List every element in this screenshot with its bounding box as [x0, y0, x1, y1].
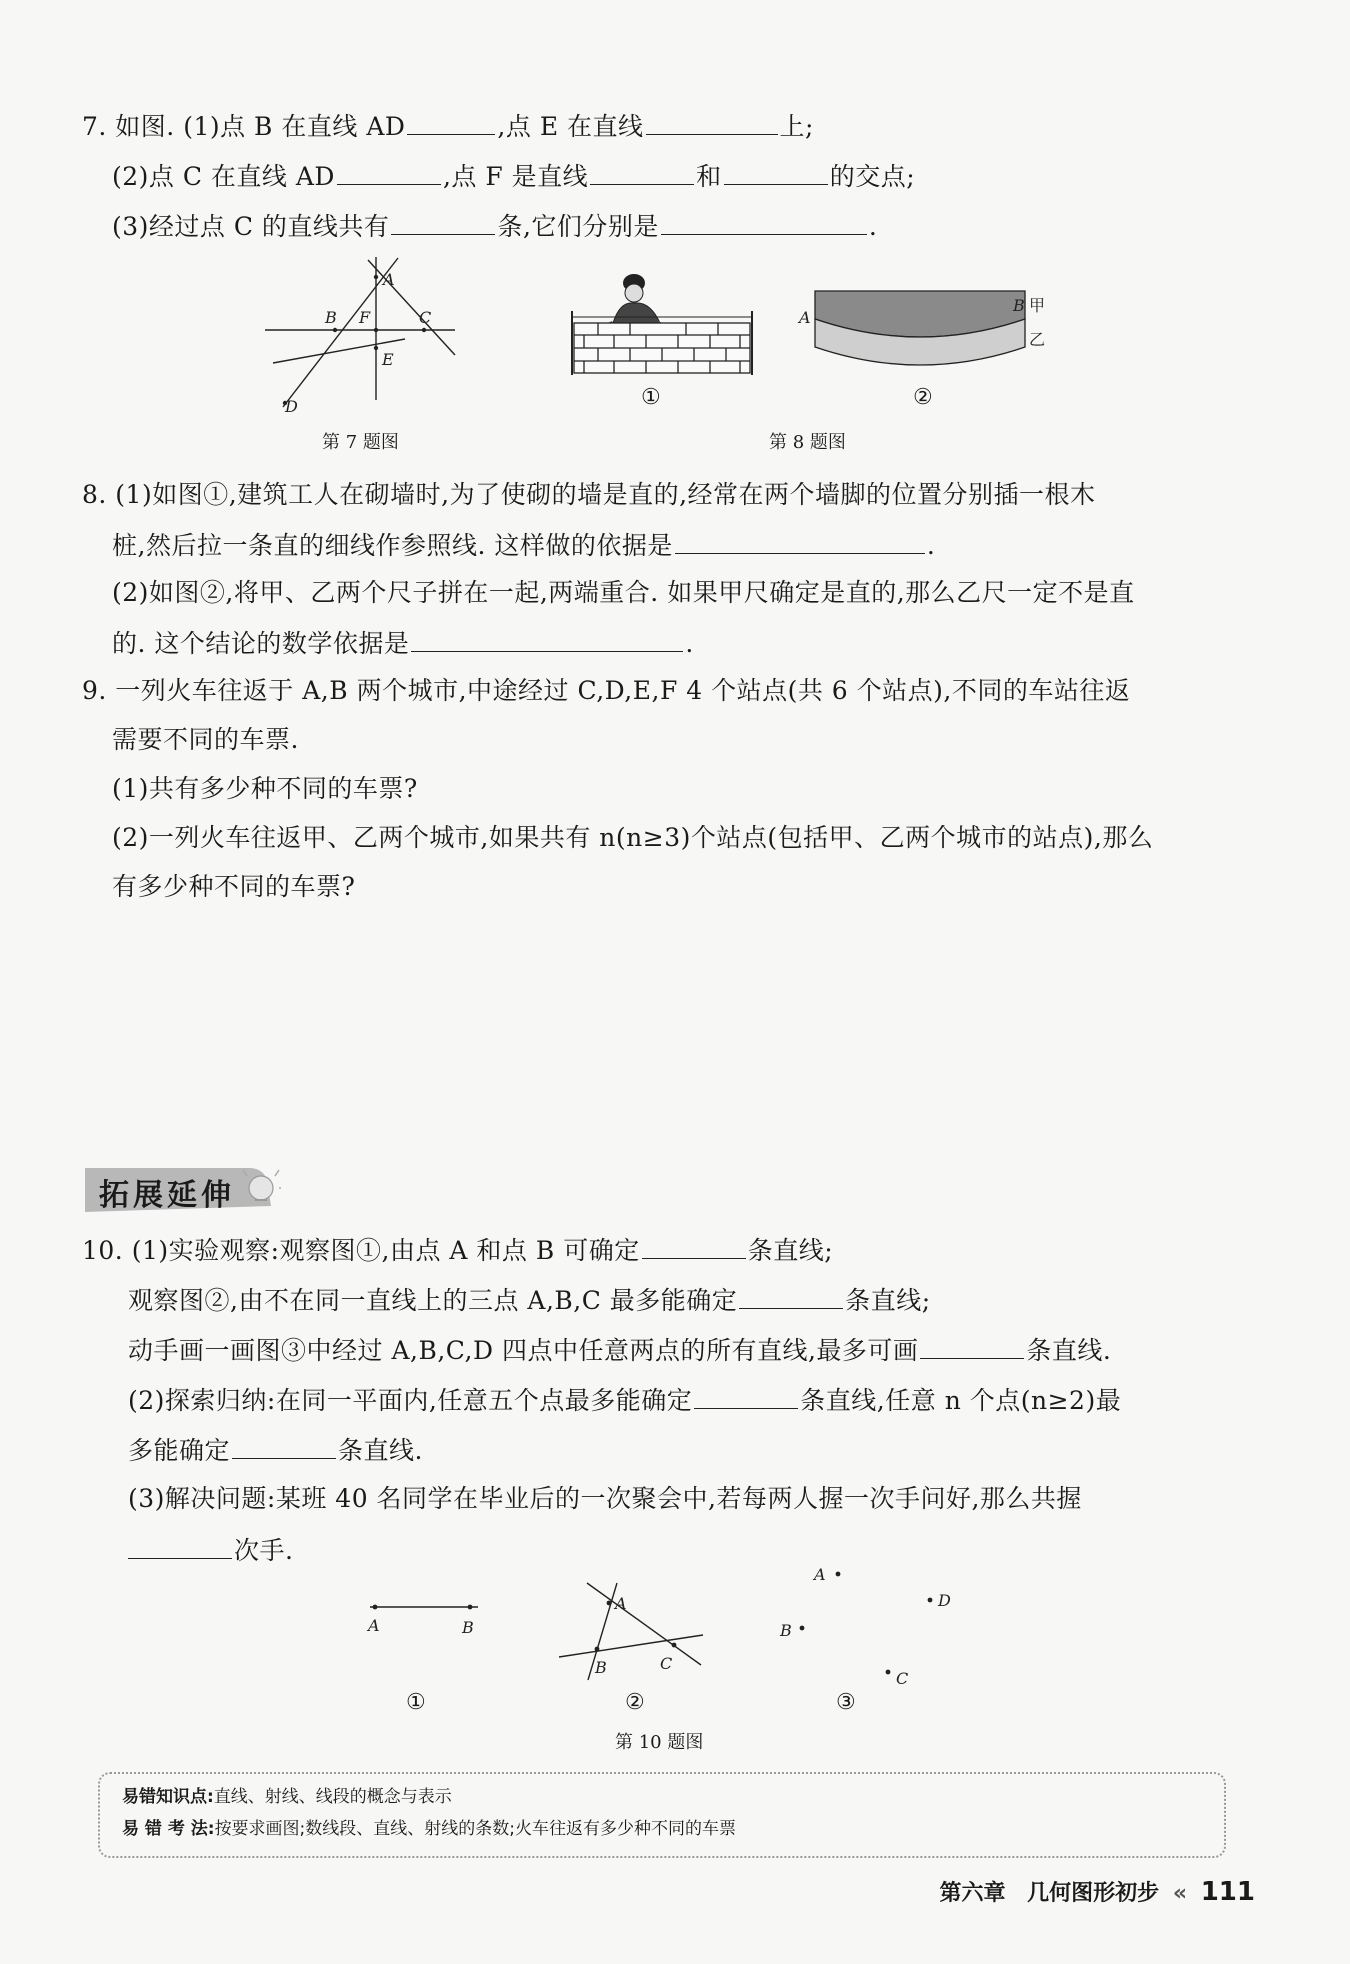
ruler-label: 乙: [1029, 330, 1046, 349]
point-label: E: [382, 350, 394, 369]
line-ac: [368, 260, 455, 355]
note-line-2: [122, 1818, 736, 1840]
error-notes-box: [98, 1772, 1226, 1858]
point-label: A: [615, 1594, 627, 1613]
q10-text: 条直线,任意 n 个点(n≥2)最: [800, 1386, 1122, 1415]
answer-blank[interactable]: [724, 158, 828, 185]
brick-wall: [572, 311, 752, 375]
q9-line-4: (2)一列火车往返甲、乙两个城市,如果共有 n(n≥3)个站点(包括甲、乙两个城市的站点),那么: [112, 823, 1154, 852]
q10-line-7: [128, 1532, 293, 1568]
answer-blank[interactable]: [646, 108, 778, 135]
answer-blank[interactable]: [590, 158, 694, 185]
note-value: 按要求画图;数线段、直线、射线的条数;火车往返有多少种不同的车票: [214, 1819, 737, 1839]
q10-line-2: [128, 1282, 931, 1318]
point-label: B: [595, 1658, 607, 1677]
section-header: [85, 1162, 260, 1214]
point-label: B: [325, 308, 337, 327]
point-label: D: [938, 1591, 951, 1610]
q7-text: 条,它们分别是: [497, 212, 659, 241]
double-chevron-icon: «: [1172, 1881, 1188, 1906]
point-label: B: [462, 1618, 474, 1637]
figure-8-caption: 第 8 题图: [769, 432, 846, 453]
figure-8-wall-illustration: [568, 265, 758, 377]
q10-line-3: [128, 1332, 1111, 1368]
q10-text: 动手画一画图③中经过 A,B,C,D 四点中任意两点的所有直线,最多可画: [128, 1336, 919, 1365]
q10-text: 条直线;: [747, 1236, 834, 1265]
answer-blank[interactable]: [232, 1432, 336, 1459]
q10-text: (2)探索归纳:在同一平面内,任意五个点最多能确定: [128, 1386, 693, 1415]
point-label: C: [660, 1654, 673, 1673]
chapter-title: 几何图形初步: [1027, 1881, 1160, 1906]
page-number: 111: [1200, 1877, 1255, 1907]
q7-text: (3)经过点 C 的直线共有: [112, 212, 390, 241]
figure-number: ①: [641, 385, 661, 410]
q7-line-3: [112, 208, 877, 244]
figure-8-rulers-diagram: [795, 283, 1055, 373]
q9-line-3: (1)共有多少种不同的车票?: [112, 774, 418, 803]
q10-text: 多能确定: [128, 1436, 231, 1465]
figure-7-diagram: [255, 255, 470, 415]
q8-line-2: [112, 527, 935, 563]
q8-text: .: [685, 629, 694, 658]
note-key: 易 错 考 法:: [122, 1819, 215, 1839]
figure-number: ②: [913, 385, 933, 410]
q7-text: .: [868, 212, 878, 241]
q8-text: .: [926, 531, 936, 560]
answer-blank[interactable]: [407, 108, 495, 135]
point-label: F: [359, 308, 371, 327]
answer-blank[interactable]: [739, 1282, 843, 1309]
q7-text: ,点 E 在直线: [497, 112, 644, 141]
q8-line-1: 8. (1)如图①,建筑工人在砌墙时,为了使砌的墙是直的,经常在两个墙脚的位置分别插一根木: [82, 480, 1096, 509]
q8-line-3: (2)如图②,将甲、乙两个尺子拼在一起,两端重合. 如果甲尺确定是直的,那么乙尺一定不是直: [112, 578, 1135, 607]
q7-line-2: [112, 158, 915, 194]
line-bc: [559, 1635, 703, 1657]
q10-line-5: [128, 1432, 423, 1468]
q10-text: 观察图②,由不在同一直线上的三点 A,B,C 最多能确定: [128, 1286, 738, 1315]
q10-text: 10. (1)实验观察:观察图①,由点 A 和点 B 可确定: [82, 1236, 640, 1265]
answer-blank[interactable]: [128, 1532, 232, 1559]
point-label: C: [419, 308, 432, 327]
answer-blank[interactable]: [642, 1232, 746, 1259]
point-label: B: [780, 1621, 792, 1640]
answer-blank[interactable]: [694, 1382, 798, 1409]
note-value: 直线、射线、线段的概念与表示: [213, 1787, 452, 1807]
q10-text: 次手.: [234, 1536, 294, 1565]
lightbulb-icon: [249, 1176, 273, 1200]
q8-text: 的. 这个结论的数学依据是: [112, 629, 410, 658]
q7-text: (2)点 C 在直线 AD: [112, 162, 335, 191]
answer-blank[interactable]: [391, 208, 495, 235]
answer-blank[interactable]: [920, 1332, 1024, 1359]
figure-10-3-diagram: [770, 1560, 970, 1690]
figure-number: ②: [625, 1690, 645, 1715]
q9-line-1: 9. 一列火车往返于 A,B 两个城市,中途经过 C,D,E,F 4 个站点(共 6 个站点),不同的车站往返: [82, 676, 1131, 705]
figure-7-caption: 第 7 题图: [322, 432, 399, 453]
q9-line-2: 需要不同的车票.: [112, 725, 299, 754]
answer-blank[interactable]: [675, 527, 925, 554]
q7-text: 7. 如图. (1)点 B 在直线 AD: [82, 112, 406, 141]
figure-number: ①: [406, 1690, 426, 1715]
figure-10-caption: 第 10 题图: [615, 1732, 704, 1753]
section-title: 拓展延伸: [99, 1178, 235, 1213]
page-footer: [939, 1876, 1255, 1907]
q9-line-5: 有多少种不同的车票?: [112, 872, 356, 901]
point-label: D: [285, 397, 298, 415]
figure-10-2-diagram: [555, 1575, 705, 1685]
note-line-1: [122, 1786, 452, 1808]
point-label: B: [1013, 296, 1025, 315]
q7-text: ,点 F 是直线: [442, 162, 589, 191]
point-label: A: [368, 1616, 380, 1635]
q10-text: 条直线;: [845, 1286, 931, 1315]
answer-blank[interactable]: [661, 208, 867, 235]
chapter-label: 第六章: [939, 1881, 1006, 1906]
line-ad: [283, 258, 398, 407]
q7-text: 和: [696, 162, 722, 191]
q7-text: 的交点;: [829, 162, 916, 191]
note-key: 易错知识点:: [122, 1787, 214, 1807]
q10-text: 条直线.: [338, 1436, 423, 1465]
point-label: A: [799, 308, 811, 327]
q10-line-6: (3)解决问题:某班 40 名同学在毕业后的一次聚会中,若每两人握一次手问好,那么共握: [128, 1484, 1082, 1513]
q10-text: 条直线.: [1026, 1336, 1112, 1365]
q7-text: 上;: [779, 112, 814, 141]
q8-line-4: [112, 625, 694, 661]
answer-blank[interactable]: [337, 158, 441, 185]
q7-line-1: [82, 108, 814, 144]
q10-line-1: [82, 1232, 833, 1268]
q8-text: 桩,然后拉一条直的细线作参照线. 这样做的依据是: [112, 531, 673, 560]
ruler-label: 甲: [1029, 296, 1046, 315]
point-label: C: [896, 1669, 909, 1688]
figure-10-1-diagram: [360, 1595, 490, 1645]
q10-line-4: [128, 1382, 1121, 1418]
figure-number: ③: [836, 1690, 856, 1715]
point-label: A: [383, 270, 395, 289]
point-label: A: [814, 1565, 826, 1584]
answer-blank[interactable]: [411, 625, 683, 652]
